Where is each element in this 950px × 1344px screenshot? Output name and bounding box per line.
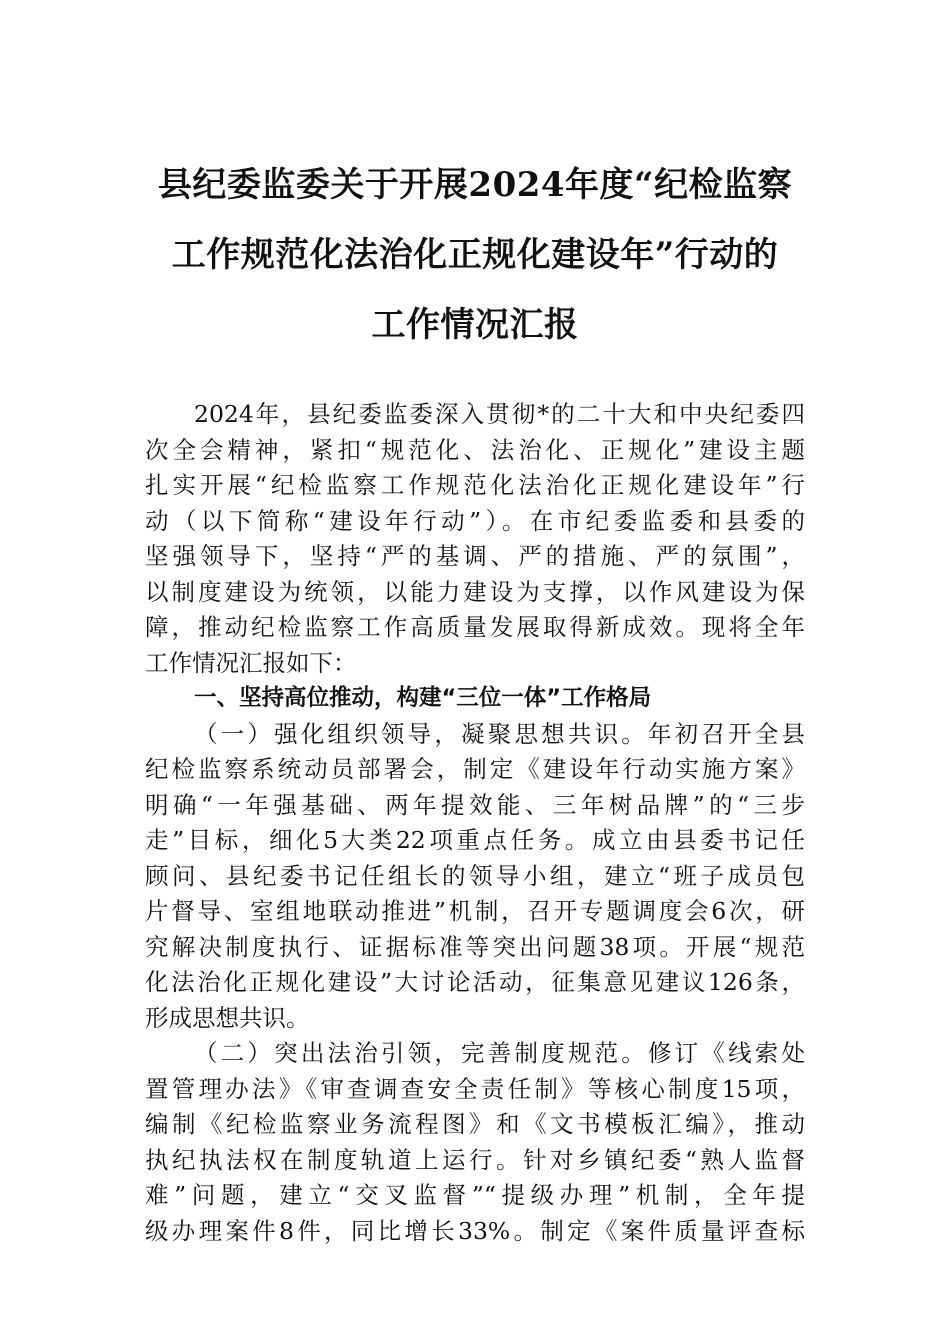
document-title — [110, 150, 840, 360]
paragraph-line: （一）强化组织领导，凝聚思想共识。年初召开全县 — [194, 719, 805, 748]
paragraph-line: 执纪执法权在制度轨道上运行。针对乡镇纪委“熟人监督 — [145, 1145, 805, 1174]
paragraph-line: 2024年，县纪委监委深入贯彻*的二十大和中央纪委四 — [194, 400, 805, 428]
paragraph-line: 走”目标，细化5大类22项重点任务。成立由县委书记任 — [145, 826, 805, 854]
paragraph-line: 以制度建设为统领，以能力建设为支撑，以作风建设为保 — [145, 577, 805, 606]
paragraph-line: 编制《纪检监察业务流程图》和《文书模板汇编》，推动 — [145, 1110, 805, 1138]
paragraph-line: 级办理案件8件，同比增长33%。制定《案件质量评查标 — [145, 1216, 805, 1245]
paragraph-line: 片督导、室组地联动推进”机制，召开专题调度会6次，研 — [145, 897, 805, 925]
paragraph-line: 顾问、县纪委书记任组长的领导小组，建立“班子成员包 — [145, 861, 805, 890]
document-body — [145, 397, 805, 1249]
paragraph-line: 纪检监察系统动员部署会，制定《建设年行动实施方案》 — [145, 755, 805, 783]
title-line-3: 工作情况汇报 — [371, 305, 579, 345]
title-line-2: 工作规范化法治化正规化建设年”行动的 — [171, 235, 779, 275]
paragraph-line: 置管理办法》《审查调查安全责任制》等核心制度15项， — [145, 1074, 805, 1103]
paragraph-line: 动（以下简称“建设年行动”）。在市纪委监委和县委的 — [145, 506, 805, 535]
paragraph-line: 究解决制度执行、证据标准等突出问题38项。开展“规范 — [145, 932, 805, 961]
paragraph-line: 明确“一年强基础、两年提效能、三年树品牌”的“三步 — [145, 790, 805, 819]
paragraph-line: 次全会精神，紧扣“规范化、法治化、正规化”建设主题 — [145, 435, 805, 464]
paragraph-line: 形成思想共识。 — [145, 1003, 310, 1032]
paragraph-line: 工作情况汇报如下： — [145, 648, 357, 677]
title-line-1: 县纪委监委关于开展2024年度“纪检监察 — [157, 165, 793, 205]
paragraph-line: 难”问题，建立“交叉监督”“提级办理”机制，全年提 — [145, 1181, 805, 1209]
paragraph-line: 扎实开展“纪检监察工作规范化法治化正规化建设年”行 — [145, 471, 805, 499]
paragraph-line: 障，推动纪检监察工作高质量发展取得新成效。现将全年 — [145, 613, 805, 641]
section-heading: 一、坚持高位推动，构建“三位一体”工作格局 — [194, 685, 652, 711]
paragraph-line: 化法治化正规化建设”大讨论活动，征集意见建议126条， — [145, 968, 805, 996]
paragraph-line: 坚强领导下，坚持“严的基调、严的措施、严的氛围”， — [145, 542, 805, 570]
paragraph-line: （二）突出法治引领，完善制度规范。修订《线索处 — [194, 1039, 805, 1067]
